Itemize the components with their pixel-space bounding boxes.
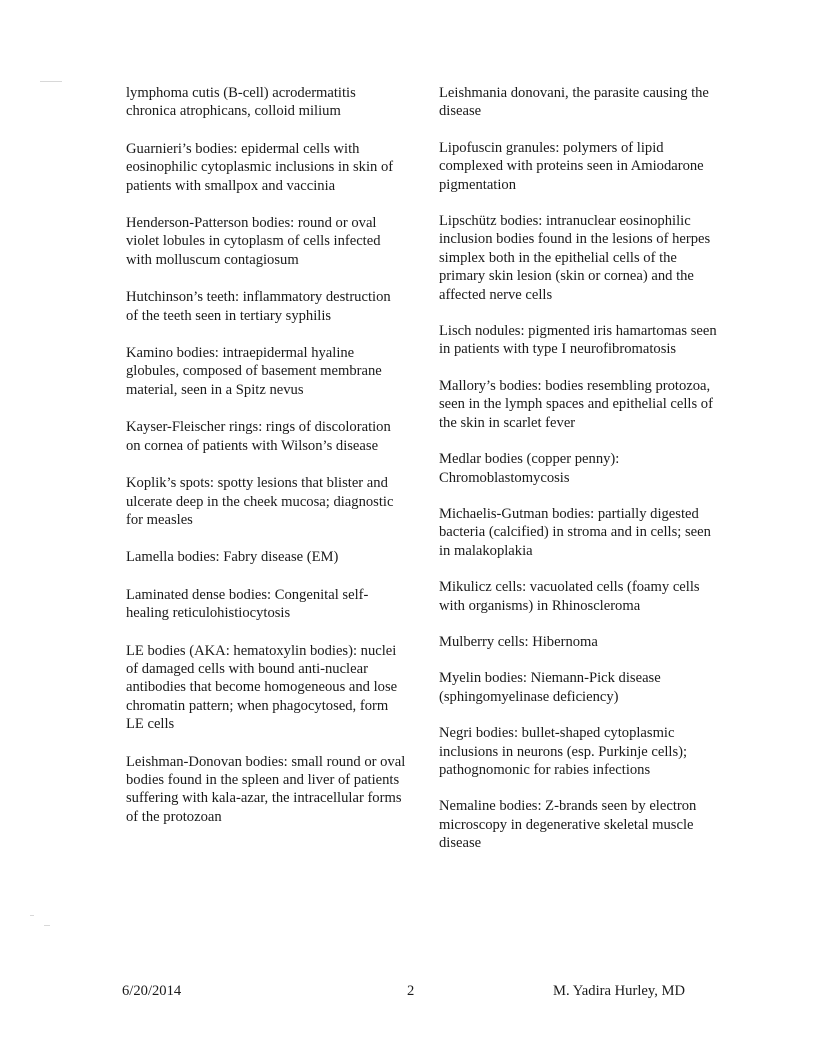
glossary-entry: Lipschütz bodies: intranuclear eosinophilic inclusion bodies found in the lesions of herpes simplex both in the epithelial cells of the primary skin lesion (skin or cornea) and the affected nerve cells xyxy=(439,213,711,303)
glossary-entry: Mikulicz cells: vacuolated cells (foamy cells with organisms) in Rhinoscleroma xyxy=(439,579,700,614)
left-column xyxy=(126,84,406,845)
footer-page-number: 2 xyxy=(407,983,415,999)
glossary-entry: Nemaline bodies: Z-brands seen by electron microscopy in degenerative skeletal muscle disease xyxy=(439,798,697,852)
glossary-entry: Myelin bodies: Niemann-Pick disease (sphingomyelinase deficiency) xyxy=(439,670,661,705)
glossary-entry: Henderson-Patterson bodies: round or oval violet lobules in cytoplasm of cells infected with molluscum contagiosum xyxy=(126,215,381,268)
glossary-entry: Negri bodies: bullet-shaped cytoplasmic inclusions in neurons (esp. Purkinje cells); pathognomonic for rabies infections xyxy=(439,725,688,778)
scan-speck xyxy=(40,81,62,82)
glossary-entry: Medlar bodies (copper penny): Chromoblastomycosis xyxy=(439,451,620,486)
glossary-entry: Lipofuscin granules: polymers of lipid complexed with proteins seen in Amiodarone pigmentation xyxy=(439,139,704,193)
glossary-entry: Kayser-Fleischer rings: rings of discoloration on cornea of patients with Wilson’s disease xyxy=(126,419,391,454)
glossary-entry: Leishmania donovani, the parasite causing the disease xyxy=(439,85,709,120)
glossary-entry: LE bodies (AKA: hematoxylin bodies): nuclei of damaged cells with bound anti-nuclear antibodies that become homogeneous and lose chromatin pattern; when phagocytosed, form LE cells xyxy=(126,642,398,733)
glossary-entry: Koplik’s spots: spotty lesions that blister and ulcerate deep in the cheek mucosa; diagnostic for measles xyxy=(126,475,394,528)
glossary-entry: Michaelis-Gutman bodies: partially digested bacteria (calcified) in stroma and in cells; seen in malakoplakia xyxy=(439,505,711,559)
glossary-entry: Lisch nodules: pigmented iris hamartomas seen in patients with type I neurofibromatosis xyxy=(439,323,717,358)
glossary-entry: Leishman-Donovan bodies: small round or oval bodies found in the spleen and liver of patients suffering with kala-azar, the intracellular forms of the protozoan xyxy=(126,753,406,825)
glossary-entry: Laminated dense bodies: Congenital self-healing reticulohistiocytosis xyxy=(126,586,369,622)
glossary-entry: Guarnieri’s bodies: epidermal cells with eosinophilic cytoplasmic inclusions in skin of patients with smallpox and vaccinia xyxy=(126,140,394,194)
glossary-entry: lymphoma cutis (B-cell) acrodermatitis chronica atrophicans, colloid milium xyxy=(126,85,356,120)
footer-author: M. Yadira Hurley, MD xyxy=(553,983,686,999)
scan-speck xyxy=(44,925,50,926)
glossary-entry: Hutchinson’s teeth: inflammatory destruction of the teeth seen in tertiary syphilis xyxy=(126,289,391,324)
glossary-entry: Mallory’s bodies: bodies resembling protozoa, seen in the lymph spaces and epithelial cells of the skin in scarlet fever xyxy=(439,377,713,431)
glossary-entry: Mulberry cells: Hibernoma xyxy=(439,633,598,650)
scan-speck xyxy=(30,915,34,916)
footer-date: 6/20/2014 xyxy=(122,983,182,999)
right-column xyxy=(439,84,719,871)
glossary-entry: Kamino bodies: intraepidermal hyaline globules, composed of basement membrane material, seen in a Spitz nevus xyxy=(126,345,382,398)
glossary-entry: Lamella bodies: Fabry disease (EM) xyxy=(126,549,339,566)
